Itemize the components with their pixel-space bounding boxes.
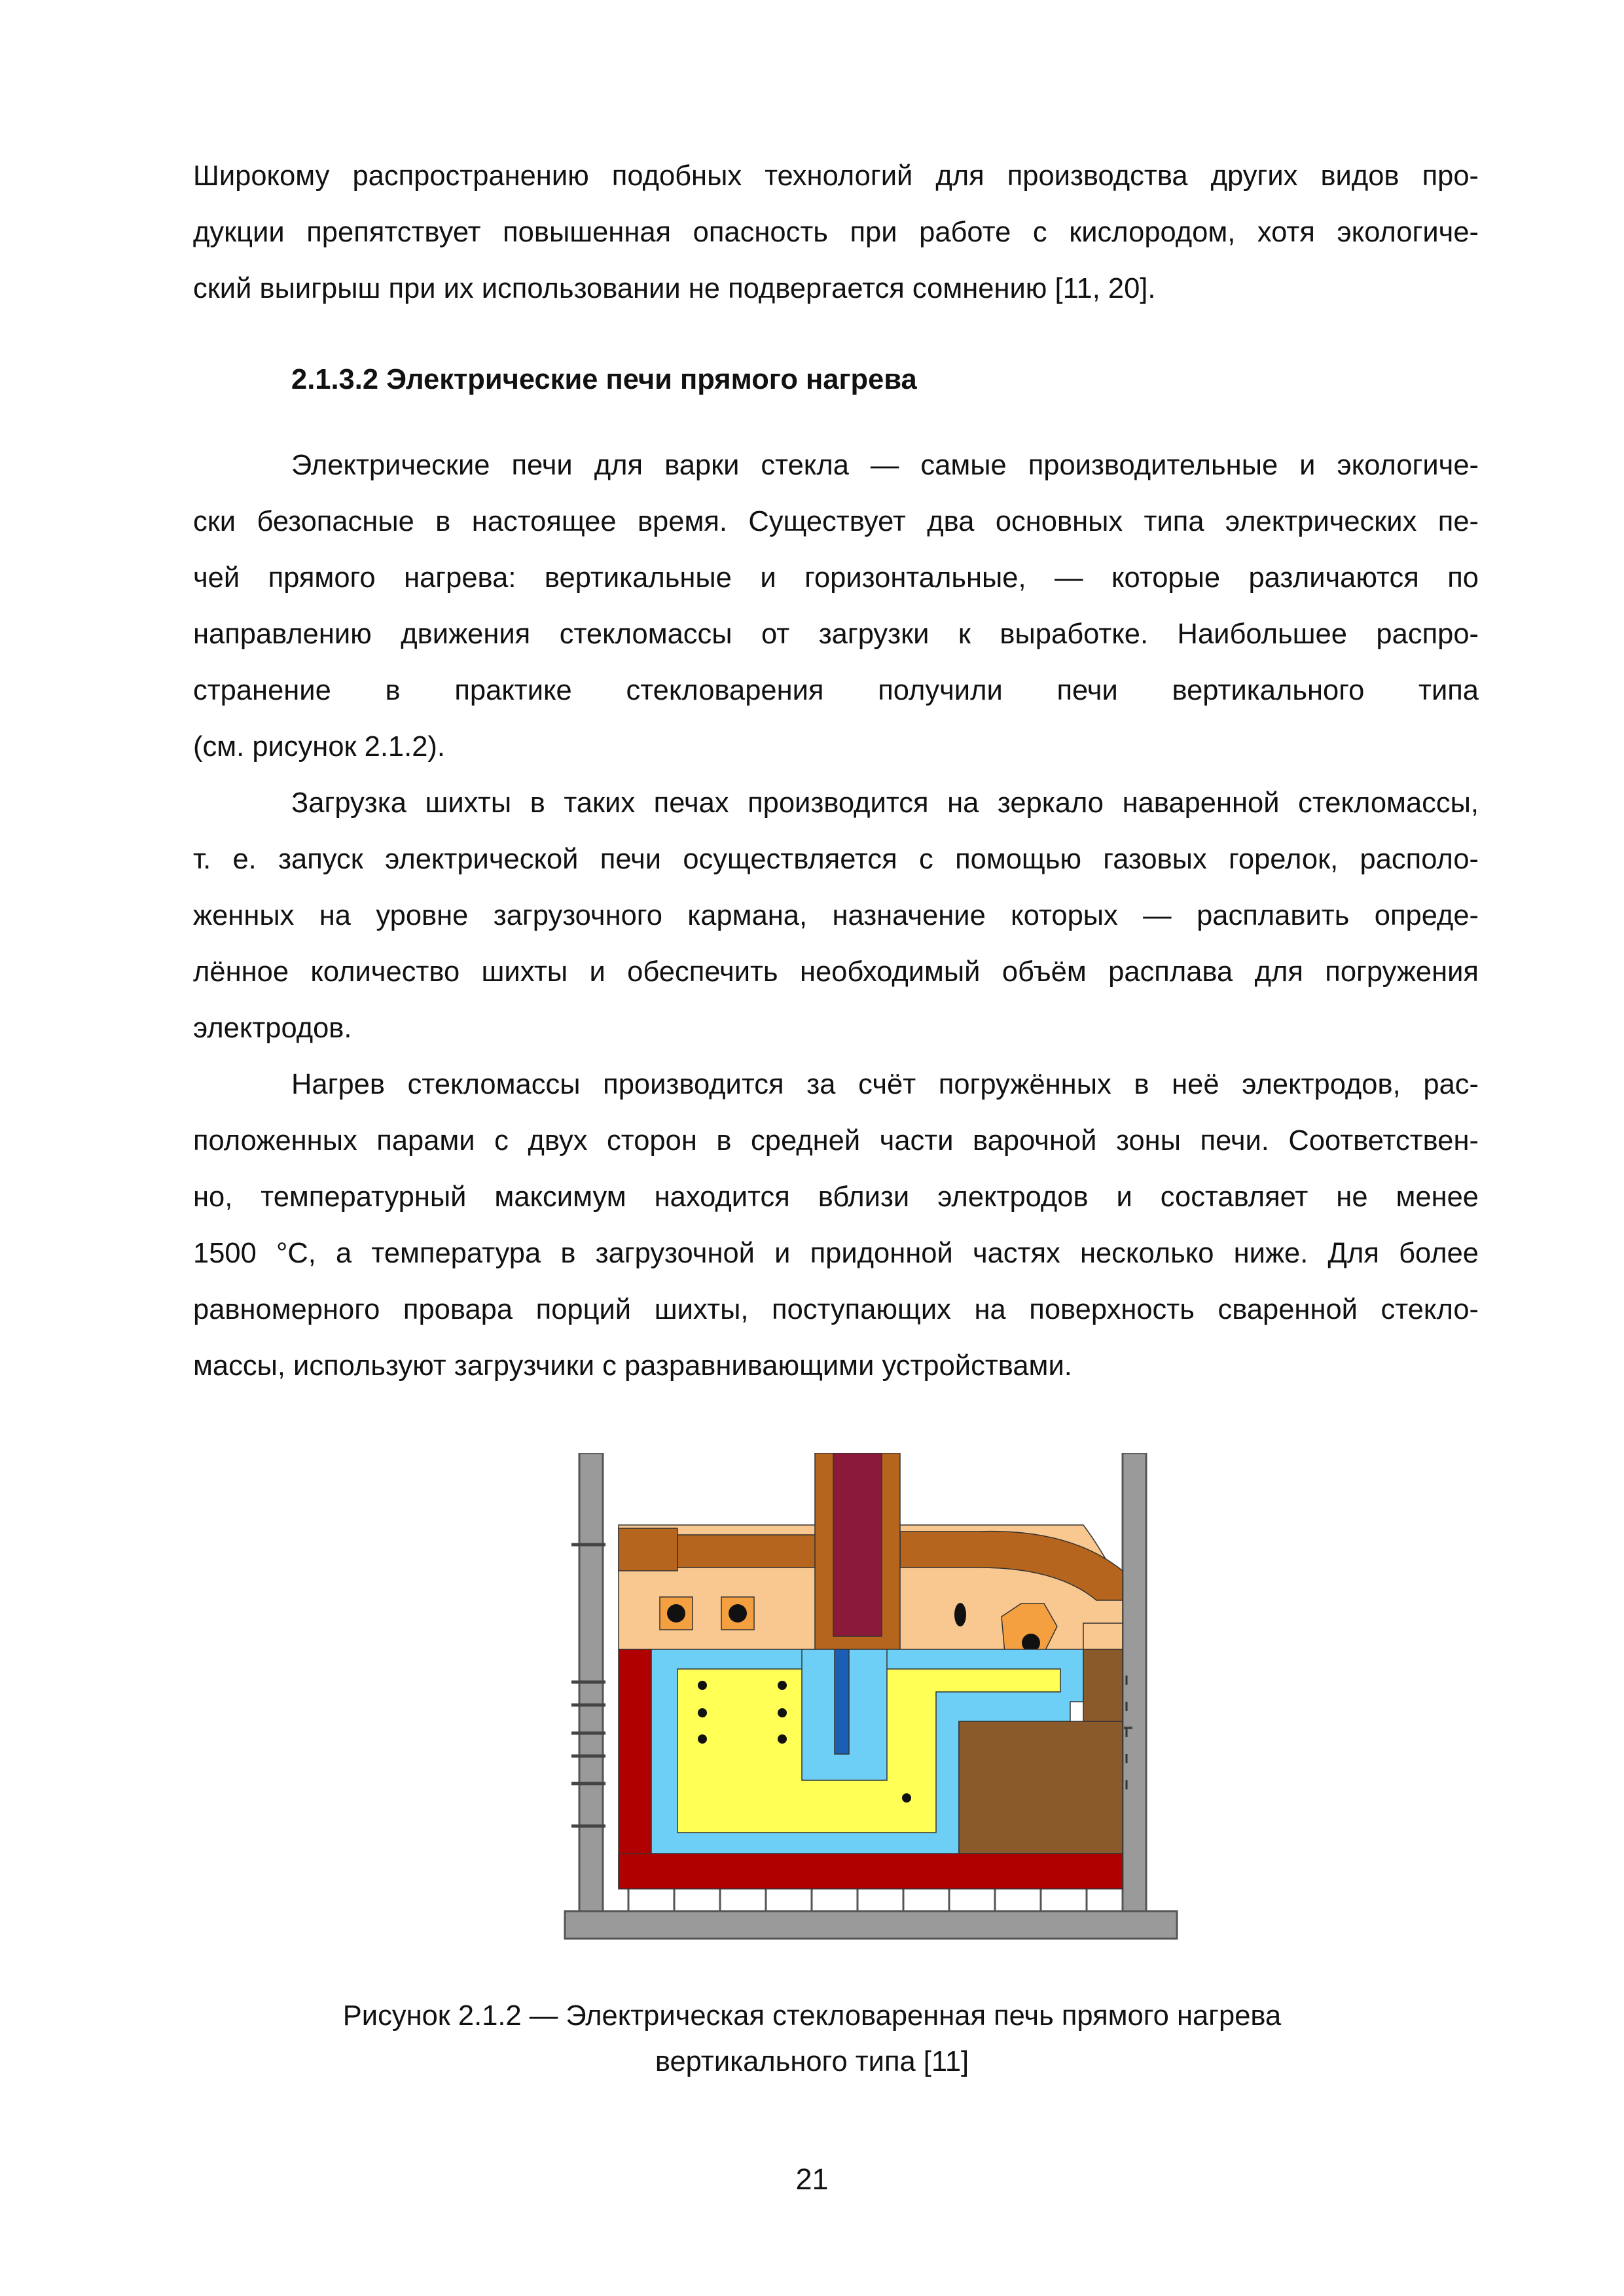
electrode-dot — [778, 1681, 787, 1690]
page-number: 21 — [795, 2162, 829, 2196]
base-steel-beam — [565, 1911, 1177, 1939]
text-line: 1500 °С, а температура в загрузочной и придонной частях несколько ниже. Для более — [193, 1238, 1479, 1269]
text-line: странение в практике стекловарения получили печи вертикального типа — [193, 675, 1479, 706]
text-line: но, температурный максимум находится вблизи электродов и составляет не менее — [193, 1181, 1479, 1213]
text-line: т. е. запуск электрической печи осуществляется с помощью газовых горелок, располо- — [193, 844, 1479, 875]
text-line: лённое количество шихты и обеспечить необходимый объём расплава для погружения — [193, 956, 1479, 988]
text-line: Загрузка шихты в таких печах производится на зеркало наваренной стекломассы, — [291, 787, 1479, 819]
electrode-dot — [698, 1708, 707, 1717]
burner-port-hole — [667, 1604, 685, 1623]
figure-caption-line-1: Рисунок 2.1.2 — Электрическая стекловаренная печь прямого нагрева — [342, 2000, 1282, 2032]
bottom-refractory — [619, 1854, 1123, 1889]
electrode-dot — [698, 1734, 707, 1744]
text-line: ский выигрыш при их использовании не подвергается сомнению [11, 20]. — [193, 273, 1156, 304]
text-line: Широкому распространению подобных технологий для производства других видов про- — [193, 160, 1479, 192]
insulation-block — [1083, 1623, 1123, 1649]
electrode-dot — [778, 1708, 787, 1717]
text-line: ски безопасные в настоящее время. Существует два основных типа электрических пе- — [193, 506, 1479, 537]
text-line: (см. рисунок 2.1.2). — [193, 731, 445, 762]
peephole — [954, 1603, 966, 1626]
left-refractory-wall — [619, 1649, 651, 1886]
electrode-dot — [698, 1681, 707, 1690]
crown-left-block — [619, 1528, 677, 1571]
flue-channel — [833, 1453, 882, 1636]
text-line: направлению движения стекломассы от загрузки к выработке. Наибольшее распро- — [193, 619, 1479, 650]
furnace-diagram — [560, 1453, 1182, 1950]
electrode-rod — [835, 1649, 849, 1754]
section-heading: 2.1.3.2 Электрические печи прямого нагрева — [291, 364, 917, 395]
text-line: равномерного провара порций шихты, поступающих на поверхность сваренной стекло- — [193, 1294, 1479, 1325]
text-line: женных на уровне загрузочного кармана, назначение которых — расплавить опреде- — [193, 900, 1479, 931]
outlet-riser — [1083, 1649, 1123, 1721]
text-line: положенных парами с двух сторон в средней части варочной зоны печи. Соответствен- — [193, 1125, 1479, 1157]
text-line: Электрические печи для варки стекла — самые производительные и экологиче- — [291, 450, 1479, 481]
text-line: чей прямого нагрева: вертикальные и горизонтальные, — которые различаются по — [193, 562, 1479, 594]
text-line: Нагрев стекломассы производится за счёт погружённых в неё электродов, рас- — [291, 1069, 1479, 1100]
text-line: массы, используют загрузчики с разравнивающими устройствами. — [193, 1350, 1072, 1382]
electrode-dot — [902, 1793, 911, 1803]
text-line: электродов. — [193, 1013, 352, 1044]
electrode-dot — [778, 1734, 787, 1744]
text-line: дукции препятствует повышенная опасность при работе с кислородом, хотя экологиче- — [193, 217, 1479, 248]
burner-port-hole — [729, 1604, 747, 1623]
figure-caption-line-2: вертикального типа [11] — [655, 2046, 969, 2077]
outlet-zone — [959, 1721, 1123, 1854]
